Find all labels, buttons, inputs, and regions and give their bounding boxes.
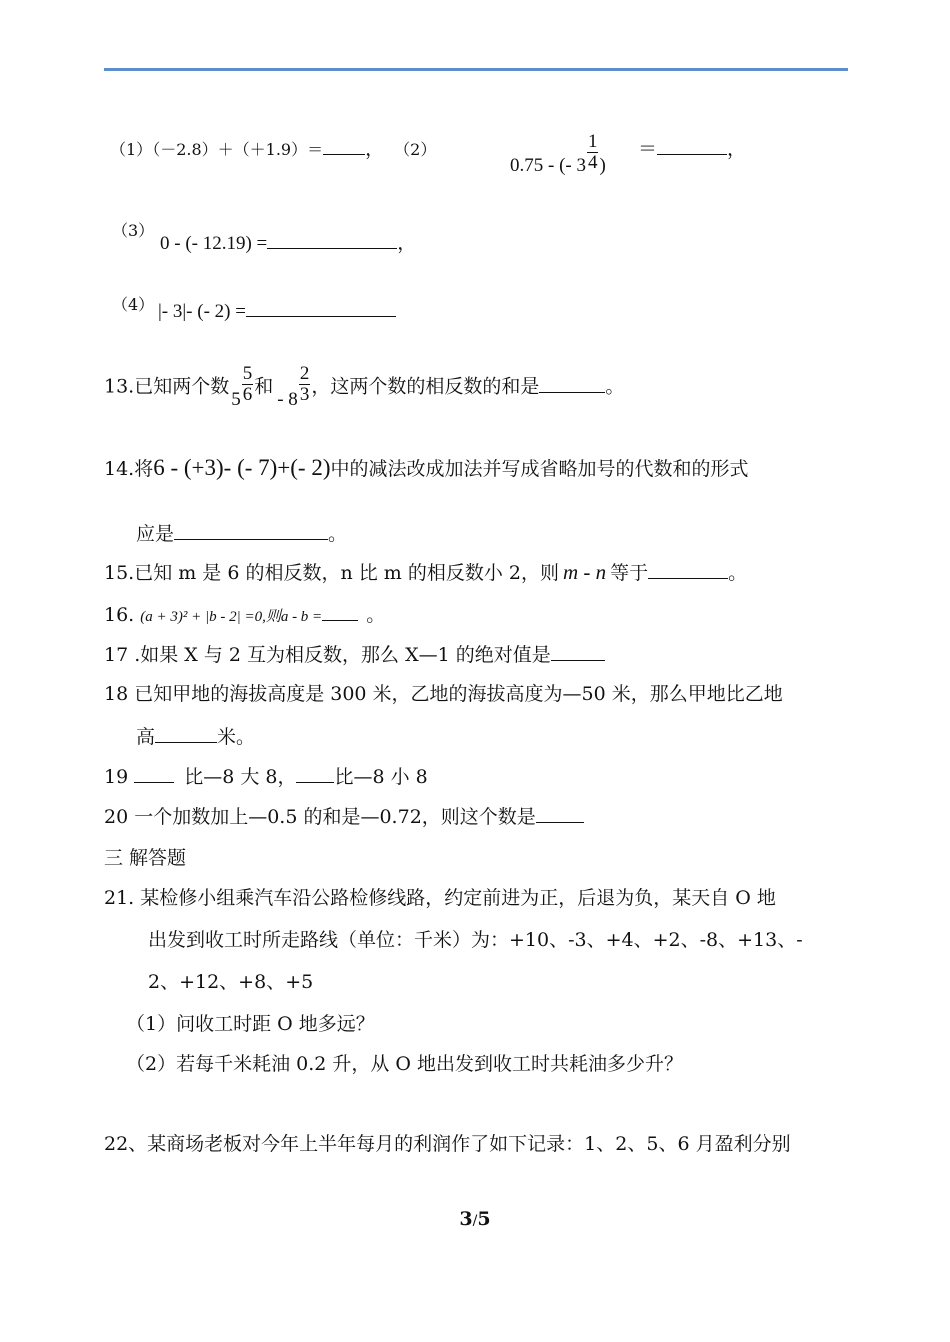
q14-post: 中的减法改成加法并写成省略加号的代数和的形式 (330, 458, 749, 480)
q20-answer-blank[interactable] (536, 804, 584, 823)
expr-2-pre: 0.75 - (- 3 (510, 154, 586, 176)
q18-line2b: 米。 (217, 726, 256, 748)
question-18 (104, 682, 783, 706)
header-rule (104, 68, 848, 71)
label-2: （2） (394, 140, 437, 159)
q13-num-1: 5 (242, 363, 253, 384)
item-3-expr: 0 - (- 12.19) = ， (160, 230, 416, 256)
q13-whole-1: 5 (231, 388, 241, 410)
q13-pre: 13.已知两个数 (104, 375, 230, 398)
q17-answer-blank[interactable] (551, 642, 605, 661)
q16-expr: (a + 3)² + |b - 2| =0,则a - b = (140, 609, 323, 625)
q14-answer-blank[interactable] (174, 521, 328, 540)
question-14-line2 (136, 521, 347, 546)
q13-mid: 和 (254, 375, 274, 398)
expr-3: 0 - (- 12.19) = (160, 233, 268, 254)
q15-answer-blank[interactable] (648, 560, 728, 579)
question-18-line2 (136, 724, 255, 749)
q13-den-1: 6 (242, 384, 253, 405)
section-3-heading (104, 846, 186, 870)
label-1: （1） (110, 140, 153, 159)
page-separator: / (472, 1213, 478, 1229)
q13-den-2: 3 (299, 384, 310, 405)
frac-den: 4 (587, 152, 598, 173)
expr-1: （－2.8）＋（＋1.9）＝ (152, 140, 324, 159)
q15-post: 等于 (610, 562, 649, 584)
item-3 (112, 218, 154, 243)
question-13 (104, 363, 625, 410)
question-21-line3 (148, 970, 313, 994)
q19-end: 比—8 小 8 (334, 766, 428, 788)
answer-blank-2[interactable] (657, 136, 727, 155)
label-4: （4） (112, 295, 155, 314)
q21-line3: 2、+12、+8、+5 (148, 971, 314, 993)
q21-sub1: （1）问收工时距 O 地多远？ (126, 1013, 375, 1035)
question-17 (104, 642, 605, 667)
question-15 (104, 560, 747, 585)
question-14 (104, 456, 749, 481)
section-3-title: 三 解答题 (104, 847, 187, 869)
question-22 (104, 1132, 791, 1156)
item-1-2: （1）（－2.8）＋（＋1.9）＝ ， （2） (110, 138, 437, 160)
q19-answer-blank-2[interactable] (296, 764, 334, 783)
q17-text: 17 .如果 X 与 2 互为相反数，那么 X—1 的绝对值是 (104, 644, 551, 666)
expr-2-post: ) (599, 154, 606, 176)
answer-blank-4[interactable] (246, 298, 396, 317)
expr-2 (510, 131, 606, 176)
q22-line1: 22、某商场老板对今年上半年每月的利润作了如下记录：1、2、5、6 月盈利分别 (104, 1133, 791, 1155)
q15-end: 。 (728, 562, 748, 584)
page-current: 3 (459, 1208, 473, 1230)
equals-2: ＝ (638, 138, 658, 160)
item-4-expr (158, 298, 396, 324)
q21-line1: 21. 某检修小组乘汽车沿公路检修线路，约定前进为正，后退为负，某天自 O 地 (104, 887, 776, 909)
question-16 (104, 602, 385, 629)
q19-answer-blank-1[interactable] (134, 764, 174, 783)
q18-answer-blank[interactable] (155, 724, 217, 743)
q13-post: ，这两个数的相反数的和是 (311, 375, 540, 398)
q21-sub2: （2）若每千米耗油 0.2 升，从 O 地出发到收工时共耗油多少升？ (126, 1053, 684, 1075)
q21-line2: 出发到收工时所走路线（单位：千米）为：+10、-3、+4、+2、-8、+13、- (148, 929, 803, 951)
q13-whole-2: - 8 (277, 388, 298, 410)
q16-answer-blank[interactable] (322, 602, 358, 621)
q14-end: 。 (328, 523, 348, 545)
page-total: 5 (477, 1208, 491, 1230)
item-4 (112, 292, 154, 317)
frac-num: 1 (587, 131, 598, 152)
question-21-sub1 (126, 1012, 375, 1036)
q16-end: 。 (366, 604, 386, 626)
question-21-line2 (148, 928, 803, 952)
answer-blank-1[interactable] (323, 136, 365, 155)
answer-blank-3[interactable] (267, 230, 397, 249)
expr-4: |- 3|- (- 2) = (158, 301, 246, 322)
question-19 (104, 764, 428, 789)
question-21 (104, 886, 776, 910)
page-number (0, 1208, 950, 1230)
q13-answer-blank[interactable] (539, 374, 605, 393)
q14-line2: 应是 (136, 523, 175, 545)
question-20 (104, 804, 584, 829)
q13-fraction-2 (299, 364, 311, 405)
q20-text: 20 一个加数加上—0.5 的和是—0.72，则这个数是 (104, 806, 536, 828)
q14-expr: 6 - (+3)- (- 7)+(- 2) (153, 455, 331, 480)
q13-end: 。 (605, 375, 625, 398)
label-3: （3） (112, 221, 155, 240)
q19-number: 19 (104, 766, 129, 788)
item-2-answer: ＝ ， (638, 138, 747, 160)
q18-line2a: 高 (136, 726, 156, 748)
question-21-sub2 (126, 1052, 683, 1076)
q13-fraction-1 (242, 364, 254, 405)
q15-expr: m - n (562, 560, 607, 584)
q13-num-2: 2 (299, 363, 310, 384)
q16-pre: 16. (104, 604, 135, 626)
q19-mid: 比—8 大 8， (184, 766, 297, 788)
q15-pre: 15.已知 m 是 6 的相反数，n 比 m 的相反数小 2，则 (104, 562, 559, 584)
fraction-one-quarter (587, 132, 599, 173)
q14-pre: 14.将 (104, 458, 154, 480)
q18-line1: 18 已知甲地的海拔高度是 300 米，乙地的海拔高度为—50 米，那么甲地比乙地 (104, 683, 783, 705)
